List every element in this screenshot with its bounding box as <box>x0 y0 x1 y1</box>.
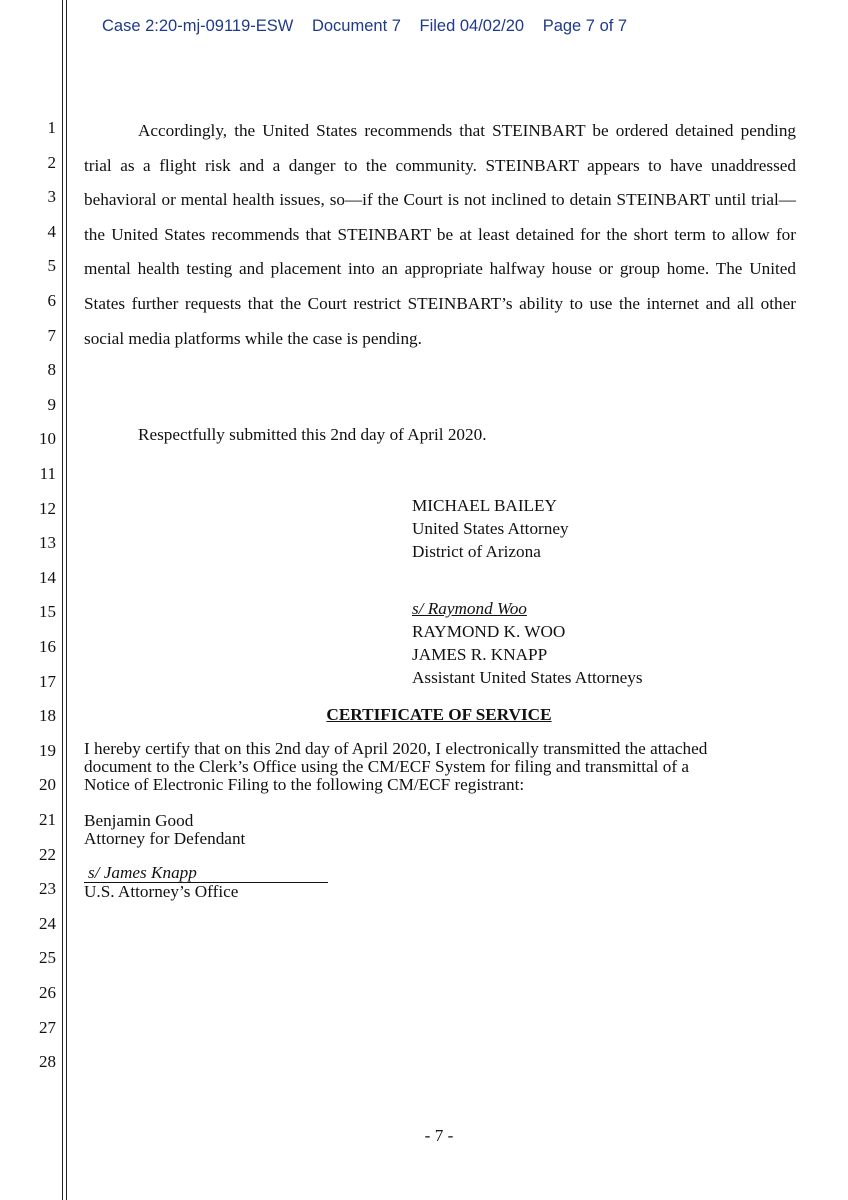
document-number: Document 7 <box>311 17 401 35</box>
left-margin-rule-outer <box>62 0 63 1200</box>
left-margin-rule-inner <box>66 0 67 1200</box>
line-number: 22 <box>39 844 56 864</box>
line-number: 21 <box>39 810 56 829</box>
submission-line: Respectfully submitted this 2nd day of April 2020. <box>138 425 487 444</box>
certificate-body <box>84 740 798 794</box>
line-number: 7 <box>47 325 56 345</box>
case-number: Case 2:20-mj-09119-ESW <box>102 17 294 35</box>
recipient-title: Attorney for Defendant <box>84 829 246 848</box>
page-count: Page 7 of 7 <box>542 17 628 35</box>
certificate-line-2: document to the Clerk’s Office using the CM/ECF System for filing and transmittal of a <box>84 757 689 776</box>
line-number: 12 <box>39 498 56 518</box>
line-number: 9 <box>47 394 56 414</box>
filed-date: Filed 04/02/20 <box>419 17 525 35</box>
line-number: 15 <box>39 602 56 622</box>
electronic-signature-knapp: s/ James Knapp <box>84 864 328 883</box>
recipient-name: Benjamin Good <box>84 811 194 830</box>
line-number: 20 <box>39 775 56 795</box>
line-number: 8 <box>47 360 56 380</box>
office-name: U.S. Attorney’s Office <box>84 882 239 901</box>
line-number: 13 <box>39 533 56 553</box>
line-number: 4 <box>47 221 56 241</box>
line-number: 25 <box>39 948 56 968</box>
line-number: 26 <box>39 983 56 1002</box>
line-number: 28 <box>39 1052 56 1072</box>
line-number: 19 <box>39 740 56 760</box>
ausa-title: Assistant United States Attorneys <box>412 668 643 687</box>
electronic-signature-woo: s/ Raymond Woo <box>412 599 527 618</box>
certificate-signature-block <box>84 864 328 901</box>
page-number: - 7 - <box>424 1126 454 1145</box>
ausa-name-woo: RAYMOND K. WOO <box>412 622 566 641</box>
line-number: 11 <box>39 464 56 483</box>
certificate-line-1: I hereby certify that on this 2nd day of April 2020, I electronically transmitted the attached <box>84 739 708 758</box>
line-number: 23 <box>39 879 56 899</box>
line-number: 10 <box>39 429 56 449</box>
line-number: 24 <box>39 913 56 933</box>
signature-block <box>412 494 643 689</box>
line-number: 2 <box>47 152 56 172</box>
recommendation-paragraph: Accordingly, the United States recommends that STEINBART be ordered detained pending trial as a flight risk and a danger to the community. STEINBART appears to have unaddressed behavioral or mental health issues, so—if the Court is not inclined to detain STEINBART until trial—the United States recommends that STEINBART be at least detained for the short term to allow for mental health testing and placement into an appropriate halfway house or group home. The United States further requests that the Court restrict STEINBART’s ability to use the internet and all other social media platforms while the case is pending. <box>84 121 796 348</box>
line-number: 3 <box>47 187 56 207</box>
line-number: 14 <box>39 567 56 587</box>
district-name: District of Arizona <box>412 542 541 561</box>
certificate-title: CERTIFICATE OF SERVICE <box>326 705 552 724</box>
us-attorney-name: MICHAEL BAILEY <box>412 496 557 515</box>
line-number: 5 <box>47 256 56 276</box>
line-number: 17 <box>39 671 56 691</box>
us-attorney-title: United States Attorney <box>412 519 569 538</box>
line-number: 27 <box>39 1017 56 1037</box>
body-paragraph <box>84 114 796 356</box>
line-number: 6 <box>47 291 56 310</box>
line-number: 18 <box>39 706 56 726</box>
line-number: 16 <box>39 637 56 656</box>
certificate-line-3: Notice of Electronic Filing to the following CM/ECF registrant: <box>84 775 525 794</box>
ecf-header <box>102 17 641 36</box>
line-number: 1 <box>47 118 56 137</box>
ausa-name-knapp: JAMES R. KNAPP <box>412 645 548 664</box>
recipient-block <box>84 812 245 848</box>
